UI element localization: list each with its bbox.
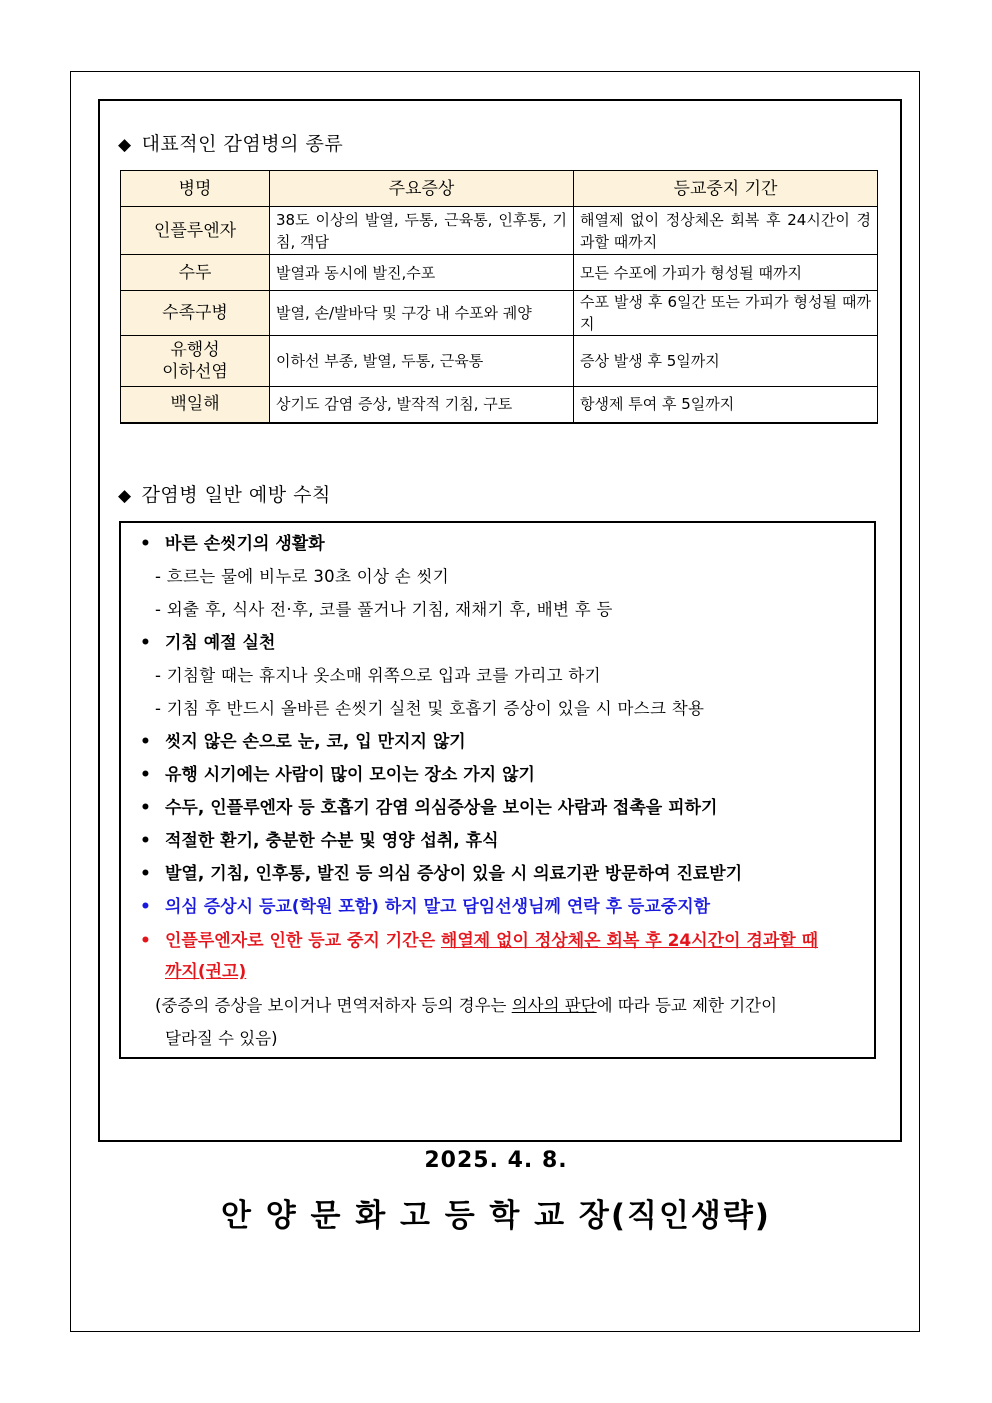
rule-subitem: - 기침 후 반드시 올바른 손씻기 실천 및 호흡기 증상이 있을 시 마스크 착용 [155, 699, 705, 718]
disease-name: 수두 [121, 255, 270, 291]
header-exclusion-period: 등교중지 기간 [574, 171, 878, 207]
table-header-row [121, 171, 878, 207]
table-row [121, 291, 878, 336]
bullet-dot-icon: • [140, 864, 151, 884]
note-line-2: 달라질 수 있음) [165, 1029, 278, 1048]
rule-text-highlight: 해열제 없이 정상체온 회복 후 24시간이 경과할 때 [440, 931, 819, 951]
rule-text: 발열, 기침, 인후통, 발진 등 의심 증상이 있을 시 의료기관 방문하여 진료받기 [165, 864, 743, 884]
table-row [121, 387, 878, 423]
note-line-1 [155, 995, 777, 1017]
rule-item [140, 764, 535, 786]
disease-symptoms: 상기도 감염 증상, 발작적 기침, 구토 [270, 387, 574, 423]
section-title-prevention [118, 483, 331, 508]
header-disease-name: 병명 [121, 171, 270, 207]
rule-item [140, 632, 275, 654]
rule-subitem: - 기침할 때는 휴지나 옷소매 위쪽으로 입과 코를 가리고 하기 [155, 666, 601, 685]
rule-item [140, 797, 717, 819]
rule-item-notice-blue [140, 896, 710, 918]
bullet-dot-icon: • [140, 765, 151, 785]
disease-name-line2: 이하선염 [162, 362, 228, 382]
rule-item [140, 830, 499, 852]
disease-symptoms: 38도 이상의 발열, 두통, 근육통, 인후통, 기침, 객담 [270, 207, 574, 255]
section-title-disease-types [118, 132, 343, 157]
disease-symptoms: 발열, 손/발바닥 및 구강 내 수포와 궤양 [270, 291, 574, 336]
disease-period: 수포 발생 후 6일간 또는 가피가 형성될 때까지 [574, 291, 878, 336]
disease-name: 수족구병 [121, 291, 270, 336]
table-row [121, 207, 878, 255]
diamond-bullet-icon: ◆ [118, 135, 132, 155]
bullet-dot-icon: • [140, 798, 151, 818]
rule-text-part1: 인플루엔자로 인한 등교 중지 기간은 [165, 931, 441, 951]
disease-symptoms: 발열과 동시에 발진,수포 [270, 255, 574, 291]
rule-text: 의심 증상시 등교(학원 포함) 하지 말고 담임선생님께 연락 후 등교중지함 [165, 897, 711, 917]
note-text: 에 따라 등교 제한 기간이 [596, 996, 778, 1015]
section-title-text: 감염병 일반 예방 수칙 [141, 484, 331, 506]
disease-period: 증상 발생 후 5일까지 [574, 336, 878, 387]
issue-date: 2025. 4. 8. [424, 1148, 568, 1173]
bullet-dot-icon: • [140, 931, 151, 951]
table-row [121, 336, 878, 387]
rule-text: 씻지 않은 손으로 눈, 코, 입 만지지 않기 [165, 732, 466, 752]
rule-item-notice-red-continued [165, 961, 246, 983]
rule-text-highlight-end: 까지(권고) [165, 962, 247, 982]
disease-table [120, 170, 878, 424]
disease-period: 모든 수포에 가피가 형성될 때까지 [574, 255, 878, 291]
rule-item [140, 533, 325, 555]
rule-text: 바른 손씻기의 생활화 [165, 534, 325, 554]
disease-name: 인플루엔자 [121, 207, 270, 255]
header-symptoms: 주요증상 [270, 171, 574, 207]
section-title-text: 대표적인 감염병의 종류 [141, 133, 344, 155]
disease-name-line1: 유행성 [170, 340, 220, 360]
diamond-bullet-icon: ◆ [118, 486, 132, 506]
rule-text: 수두, 인플루엔자 등 호흡기 감염 의심증상을 보이는 사람과 접촉을 피하기 [165, 798, 718, 818]
rule-text: 적절한 환기, 충분한 수분 및 영양 섭취, 휴식 [165, 831, 499, 851]
bullet-dot-icon: • [140, 534, 151, 554]
disease-period: 해열제 없이 정상체온 회복 후 24시간이 경과할 때까지 [574, 207, 878, 255]
note-text-underlined: 의사의 판단 [511, 996, 597, 1015]
rule-text: 기침 예절 실천 [165, 633, 276, 653]
table-row [121, 255, 878, 291]
note-text: (중증의 증상을 보이거나 면역저하자 등의 경우는 [155, 996, 512, 1015]
bullet-dot-icon: • [140, 831, 151, 851]
disease-name: 백일해 [121, 387, 270, 423]
bullet-dot-icon: • [140, 732, 151, 752]
rule-subitem: - 흐르는 물에 비누로 30초 이상 손 씻기 [155, 567, 450, 586]
rule-subitem: - 외출 후, 식사 전·후, 코를 풀거나 기침, 재채기 후, 배변 후 등 [155, 600, 613, 619]
bullet-dot-icon: • [140, 897, 151, 917]
disease-period: 항생제 투여 후 5일까지 [574, 387, 878, 423]
rule-item [140, 731, 466, 753]
bullet-dot-icon: • [140, 633, 151, 653]
disease-symptoms: 이하선 부종, 발열, 두통, 근육통 [270, 336, 574, 387]
principal-signature: 안 양 문 화 고 등 학 교 장(직인생략) [221, 1198, 771, 1234]
rule-item [140, 863, 742, 885]
disease-name [121, 336, 270, 387]
rule-item-notice-red [140, 930, 818, 952]
rule-text: 유행 시기에는 사람이 많이 모이는 장소 가지 않기 [165, 765, 535, 785]
